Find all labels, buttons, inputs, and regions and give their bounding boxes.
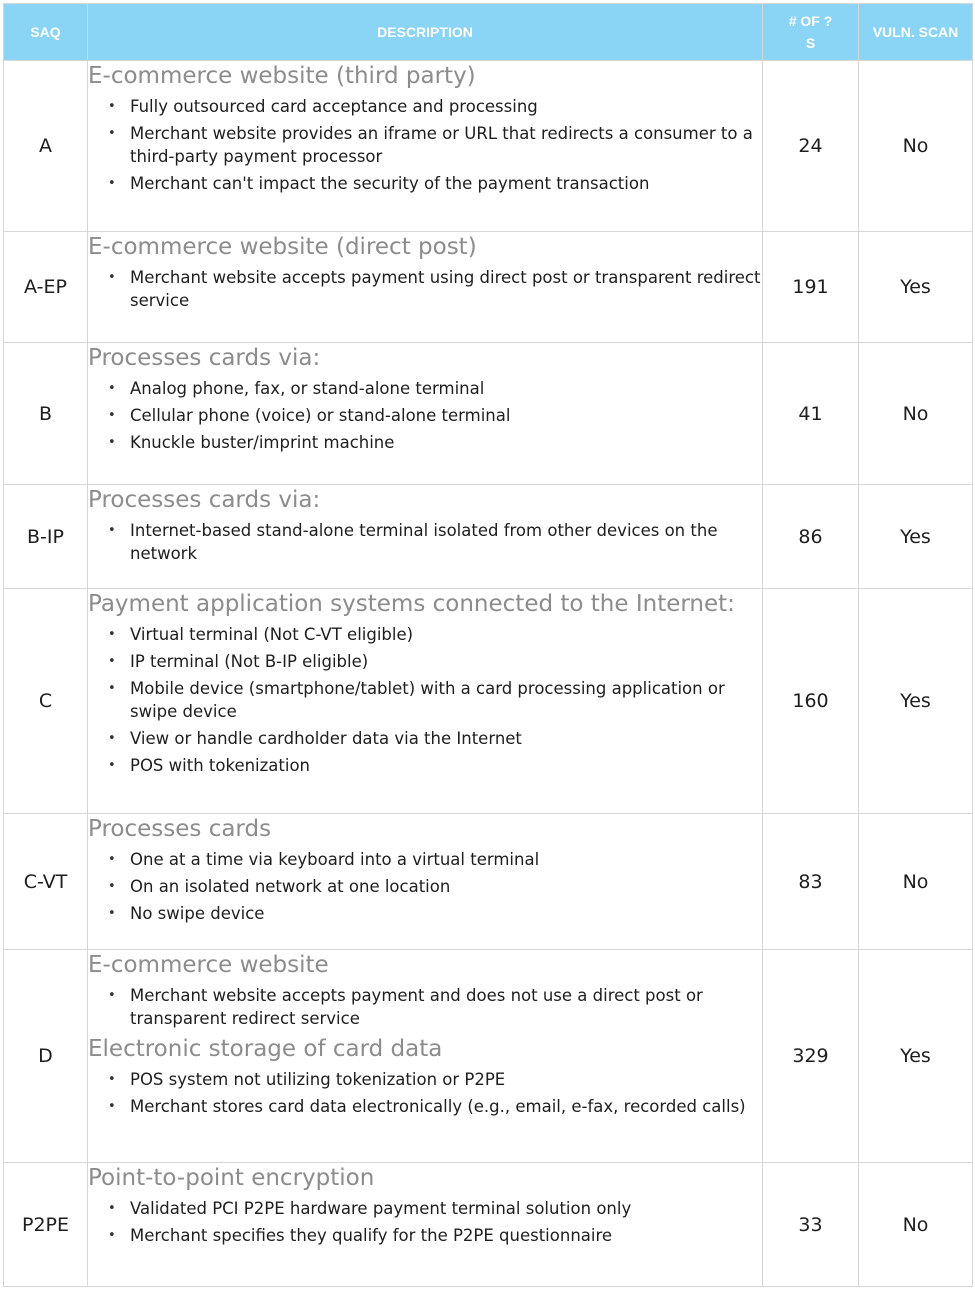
bullet-item: • Mobile device (smartphone/tablet) with a card processing application or swipe device	[88, 677, 762, 723]
saq-code: A-EP	[4, 232, 88, 343]
bullet-list	[88, 266, 762, 312]
bullet-item: • IP terminal (Not B-IP eligible)	[88, 650, 762, 673]
description-group	[88, 1034, 762, 1118]
description-group	[88, 589, 762, 777]
bullet-list	[88, 1197, 762, 1247]
description-title: Point-to-point encryption	[88, 1165, 375, 1191]
bullet-item: • View or handle cardholder data via the Internet	[88, 727, 762, 750]
bullet-list	[88, 1068, 762, 1118]
bullet-item: • Merchant website accepts payment and does not use a direct post or transparent redirect service	[88, 984, 762, 1030]
saq-code: B	[4, 343, 88, 485]
question-count: 329	[763, 950, 859, 1163]
question-count: 191	[763, 232, 859, 343]
description-group	[88, 814, 762, 925]
table-row	[4, 950, 973, 1163]
header-num-questions	[763, 4, 859, 61]
description-group	[88, 1163, 762, 1247]
question-count: 24	[763, 61, 859, 232]
table-row	[4, 232, 973, 343]
question-count: 86	[763, 485, 859, 589]
bullet-item: • Cellular phone (voice) or stand-alone terminal	[88, 404, 762, 427]
saq-code: C	[4, 589, 88, 814]
vuln-scan-required: Yes	[859, 232, 973, 343]
bullet-list	[88, 519, 762, 565]
table-row	[4, 343, 973, 485]
saq-description	[88, 814, 763, 950]
bullet-list	[88, 377, 762, 454]
table-row	[4, 814, 973, 950]
description-title: E-commerce website (third party)	[88, 63, 476, 89]
question-count: 83	[763, 814, 859, 950]
saq-code: P2PE	[4, 1163, 88, 1287]
description-group	[88, 343, 762, 454]
vuln-scan-required: No	[859, 1163, 973, 1287]
saq-description	[88, 232, 763, 343]
bullet-item: • Knuckle buster/imprint machine	[88, 431, 762, 454]
description-group	[88, 232, 762, 312]
table-row	[4, 1163, 973, 1287]
saq-description	[88, 343, 763, 485]
bullet-list	[88, 984, 762, 1030]
bullet-list	[88, 623, 762, 777]
description-title: Payment application systems connected to the Internet:	[88, 591, 735, 617]
bullet-item: • Virtual terminal (Not C-VT eligible)	[88, 623, 762, 646]
bullet-item: • Analog phone, fax, or stand-alone terminal	[88, 377, 762, 400]
vuln-scan-required: Yes	[859, 485, 973, 589]
description-title: E-commerce website (direct post)	[88, 234, 477, 260]
header-num-questions-label: # OF ?S	[788, 13, 833, 51]
saq-table	[3, 3, 973, 1287]
bullet-item: • No swipe device	[88, 902, 762, 925]
saq-code: D	[4, 950, 88, 1163]
bullet-list	[88, 848, 762, 925]
table-row	[4, 589, 973, 814]
header-description: DESCRIPTION	[88, 4, 763, 61]
table-body	[4, 61, 973, 1287]
bullet-item: • One at a time via keyboard into a virtual terminal	[88, 848, 762, 871]
table-header	[4, 4, 973, 61]
vuln-scan-required: Yes	[859, 589, 973, 814]
bullet-item: • Validated PCI P2PE hardware payment terminal solution only	[88, 1197, 762, 1220]
bullet-item: • Merchant stores card data electronically (e.g., email, e-fax, recorded calls)	[88, 1095, 762, 1118]
bullet-item: • Merchant website provides an iframe or URL that redirects a consumer to a third-party payment processor	[88, 122, 762, 168]
saq-description	[88, 485, 763, 589]
bullet-list	[88, 95, 762, 195]
table-row	[4, 485, 973, 589]
question-count: 160	[763, 589, 859, 814]
bullet-item: • On an isolated network at one location	[88, 875, 762, 898]
saq-description	[88, 950, 763, 1163]
description-title: Processes cards via:	[88, 487, 321, 513]
bullet-item: • Merchant specifies they qualify for the P2PE questionnaire	[88, 1224, 762, 1247]
saq-code: B-IP	[4, 485, 88, 589]
description-group	[88, 61, 762, 195]
question-count: 33	[763, 1163, 859, 1287]
question-count: 41	[763, 343, 859, 485]
bullet-item: • Merchant can't impact the security of the payment transaction	[88, 172, 762, 195]
saq-description	[88, 61, 763, 232]
vuln-scan-required: No	[859, 814, 973, 950]
bullet-item: • Fully outsourced card acceptance and processing	[88, 95, 762, 118]
header-saq: SAQ	[4, 4, 88, 61]
header-row	[4, 4, 973, 61]
vuln-scan-required: Yes	[859, 950, 973, 1163]
table-row	[4, 61, 973, 232]
saq-description	[88, 589, 763, 814]
description-title: Electronic storage of card data	[88, 1036, 443, 1062]
bullet-item: • POS with tokenization	[88, 754, 762, 777]
bullet-item: • Merchant website accepts payment using direct post or transparent redirect service	[88, 266, 762, 312]
description-title: E-commerce website	[88, 952, 329, 978]
description-group	[88, 950, 762, 1030]
saq-code: A	[4, 61, 88, 232]
vuln-scan-required: No	[859, 343, 973, 485]
vuln-scan-required: No	[859, 61, 973, 232]
bullet-item: • Internet-based stand-alone terminal isolated from other devices on the network	[88, 519, 762, 565]
saq-code: C-VT	[4, 814, 88, 950]
description-title: Processes cards	[88, 816, 272, 842]
saq-description	[88, 1163, 763, 1287]
description-title: Processes cards via:	[88, 345, 321, 371]
header-vuln-scan: VULN. SCAN	[859, 4, 973, 61]
description-group	[88, 485, 762, 565]
bullet-item: • POS system not utilizing tokenization or P2PE	[88, 1068, 762, 1091]
